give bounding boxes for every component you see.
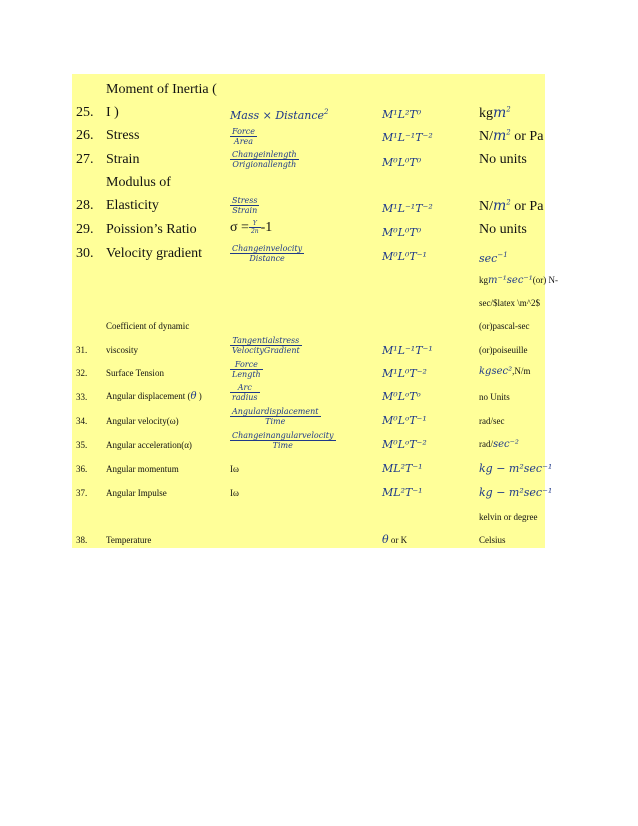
row-unit: kg − m²sec⁻¹ [479, 462, 553, 475]
row-unit: rad/sec⁻² [479, 439, 519, 450]
row-unit: rad/sec [479, 416, 505, 426]
row-number: 32. [76, 368, 88, 378]
row-unit: kgm$^2$ [479, 105, 511, 121]
row-name: Angular acceleration(α) [106, 440, 192, 450]
row-unit: no Units [479, 392, 510, 402]
row-unit: kgm⁻¹sec⁻¹(or) N- [479, 275, 558, 286]
row-unit: (or)pascal-sec [479, 321, 530, 331]
row-name: Poission’s Ratio [106, 222, 197, 237]
row-number: 29. [76, 222, 94, 237]
row-dimension: θ or K [382, 533, 408, 546]
row-unit: (or)poiseuille [479, 345, 528, 355]
row-dimension: M⁰LᵒTᵒ [382, 390, 421, 403]
row-name: Stress [106, 128, 140, 143]
row-dimension: M¹L⁻¹T⁻² [382, 131, 433, 144]
row-formula: $\frac{\text{Force}}{\text{Area}}$ [232, 127, 255, 146]
row-unit: No units [479, 222, 527, 237]
row-formula: Iω [230, 488, 239, 498]
row-number: 31. [76, 345, 88, 355]
row-formula: Iω [230, 464, 239, 474]
row-name: Modulus of [106, 175, 171, 190]
row-dimension: M¹L⁻¹T⁻¹ [382, 344, 433, 357]
row-formula: $\frac{\text{Changeinvelocity}}{\text{Distance}}$ [232, 244, 303, 263]
row-name: Velocity gradient [106, 246, 203, 261]
row-unit: No units [479, 152, 527, 167]
row-dimension: M¹L⁻¹T⁻² [382, 202, 433, 215]
row-number: 25. [76, 105, 94, 120]
row-unit: Celsius [479, 535, 506, 545]
row-dimension: M¹L²T⁰ [382, 108, 422, 121]
row-name: I ) [106, 105, 119, 120]
row-formula: σ = $\frac{Y}{2n}$ -1 [230, 220, 273, 236]
row-dimension: M⁰LᵒT⁻² [382, 438, 427, 451]
row-name: Angular Impulse [106, 488, 167, 498]
row-name: Angular momentum [106, 464, 179, 474]
row-unit: kelvin or degree [479, 512, 538, 522]
row-name: Temperature [106, 535, 152, 545]
row-unit: $N/m^2$ or Pa [479, 128, 544, 144]
row-dimension: M⁰L⁰T⁰ [382, 226, 422, 239]
row-name: Angular displacement (θ ) [106, 391, 202, 402]
row-name: Angular velocity(ω) [106, 416, 179, 426]
row-dimension: ML²T⁻¹ [382, 486, 423, 499]
row-number: 35. [76, 440, 88, 450]
row-dimension: M⁰LᵒT⁻¹ [382, 414, 427, 427]
row-number: 37. [76, 488, 88, 498]
row-formula: $\frac{\text{Angulardisplacement}}{\text{Time}}$ [232, 407, 319, 426]
row-unit: kgsec²,N/m [479, 366, 531, 377]
row-name: Moment of Inertia ( [106, 82, 217, 97]
row-formula: $\frac{\text{Changeinangularvelocity}}{\text{Time}}$ [232, 431, 334, 450]
row-number: 27. [76, 152, 94, 167]
row-formula: $\frac{\text{Force}}{\text{Length}}$ [232, 360, 261, 379]
row-dimension: ML²T⁻¹ [382, 462, 423, 475]
row-number: 34. [76, 416, 88, 426]
row-formula: $\frac{\text{Changeinlength}}{\text{Origionallength}}$ [232, 150, 297, 169]
row-name: Strain [106, 152, 140, 167]
row-unit: $N/m^2$ or Pa [479, 198, 544, 214]
row-formula: $\frac{\text{Stress}}{\text{Strain}}$ [232, 196, 258, 215]
row-name: Elasticity [106, 198, 159, 213]
row-unit: kg − m²sec⁻¹ [479, 486, 553, 499]
row-name: Surface Tension [106, 368, 164, 378]
row-number: 30. [76, 246, 94, 261]
row-number: 38. [76, 535, 88, 545]
row-dimension: M¹L⁰T⁻² [382, 367, 427, 380]
physical-quantities-table [72, 74, 558, 548]
row-unit: $\sec^{-1}$ [479, 251, 508, 265]
row-number: 36. [76, 464, 88, 474]
row-name: viscosity [106, 345, 139, 355]
row-number: 26. [76, 128, 94, 143]
row-formula: $\frac{\text{Arc}}{\text{radius}}$ [232, 383, 258, 402]
row-dimension: M⁰L⁰T⁻¹ [382, 250, 427, 263]
row-formula: Mass × Distance$^2$ [230, 108, 329, 122]
row-dimension: M⁰L⁰T⁰ [382, 156, 422, 169]
row-name: Coefficient of dynamic [106, 321, 190, 331]
row-number: 33. [76, 392, 88, 402]
row-number: 28. [76, 198, 94, 213]
row-formula: $\frac{\text{Tangentialstress}}{\text{VelocityGradient}}$ [232, 336, 300, 355]
row-unit: sec/$latex \m^2$ [479, 298, 540, 308]
